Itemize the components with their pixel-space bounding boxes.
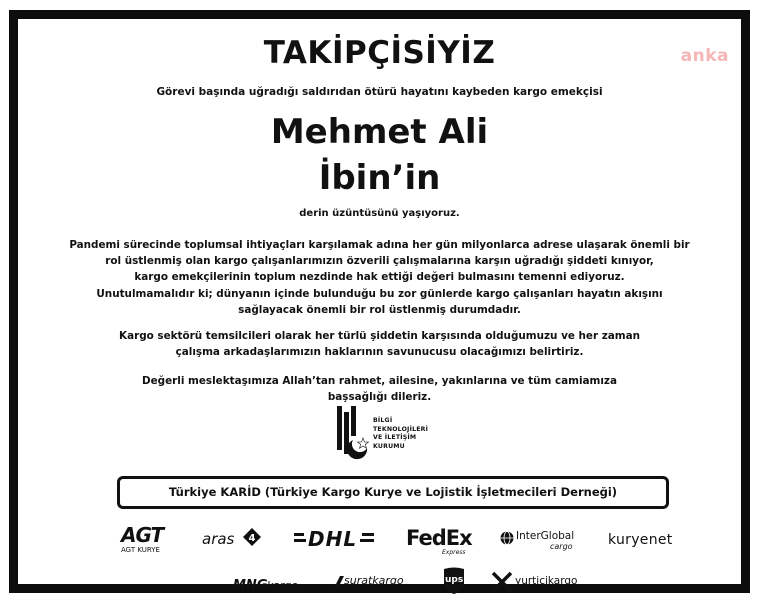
mng-kargo-logo [233,574,317,594]
aras-logo [202,529,266,553]
ups-logo-text: ups [445,575,464,585]
paragraph-line: Pandemi sürecinde toplumsal ihtiyaçları karşılamak adına her gün milyonlarca adrese ulaşarak önemli bir [69,239,690,251]
name-line-2: İbin’in [318,158,441,198]
btk-text-line: VE İLETİŞİM [373,434,417,442]
surat-kargo-logo [334,574,418,594]
condolence-text: derin üzüntüsünü yaşıyoruz. [299,208,460,219]
aras-logo-text: aras [202,530,235,548]
aras-diamond-icon [242,527,262,547]
surat-logo-text: suratkargo [344,574,404,587]
paragraph-2 [18,328,741,360]
paragraph-3 [18,373,741,405]
dhl-logo-text: DHL [308,527,358,551]
mng-logo-bold: MNG [233,578,268,593]
paragraph-line: çalışma arkadaşlarımızın haklarının savunucusu olacağımızı belirtiriz. [175,346,584,359]
fedex-logo-ex: Ex [445,526,472,550]
paragraph-line: Unutulmamalıdır ki; dünyanın içinde bulunduğu bu zor günlerde kargo çalışanları hayatın akışını [96,287,663,300]
kuryenet-logo: kuryenet [608,532,673,548]
organization-box: Türkiye KARİD (Türkiye Kargo Kurye ve Lojistik İşletmecileri Derneği) [117,476,669,509]
fedex-logo-subtext: Express [442,549,466,556]
paragraph-line: Kargo sektörü temsilcileri olarak her türlü şiddetin karşısında olduğumuzu ve her zaman [119,330,640,342]
interglobal-logo-text: InterGlobal [516,530,575,542]
fedex-logo [406,526,478,558]
svg-text:4: 4 [248,533,256,544]
agt-kurye-logo [121,524,179,560]
btk-logo-text [373,417,428,451]
announcement-frame [9,10,750,593]
yurtici-x-icon [491,571,513,593]
paragraph-line: rol üstlenmiş olan kargo çalışanlarımızın özverili çalışmalarına karşın uğradığı şiddeti kınıyor, [105,255,654,268]
paragraph-line: sağlayacak önemli bir rol üstlenmiş durumdadır. [238,303,521,316]
watermark: anka [680,46,729,66]
interglobal-logo [500,530,586,558]
yurtici-logo-text: yurtiçikargo [515,575,578,587]
ups-logo [442,567,466,595]
yurtici-kargo-logo [491,571,587,595]
fedex-logo-fed: Fed [406,526,446,550]
paragraph-line: Değerli meslektaşımıza Allah’tan rahmet, ailesine, yakınlarına ve tüm camiamıza [142,375,617,387]
heading: TAKİPÇİSİYİZ [263,35,496,71]
globe-icon [500,531,514,545]
agt-logo-subtext: AGT KURYE [121,546,160,554]
agt-logo-text: AGT [121,523,164,547]
btk-text-line: KURUMU [373,442,405,450]
btk-emblem-icon [335,404,371,460]
dhl-logo [294,528,376,552]
paragraph-1 [18,237,741,318]
btk-text-line: BİLGİ [373,417,393,424]
mng-logo-rest: kargo [267,579,299,592]
subheading: Görevi başında uğradığı saldırıdan ötürü hayatını kaybeden kargo emekçisi [156,86,603,98]
btk-logo [335,404,475,460]
paragraph-line: kargo emekçilerinin toplum nezdinde hak ettiği değeri bulmasını temenni ediyoruz. [134,271,625,284]
interglobal-logo-subtext: cargo [550,542,573,551]
name-line-1: Mehmet Ali [270,112,489,152]
btk-text-line: TEKNOLOJİLERİ [373,425,429,433]
paragraph-line: başsağlığı dileriz. [327,391,432,404]
surat-arrow-icon [334,576,344,588]
